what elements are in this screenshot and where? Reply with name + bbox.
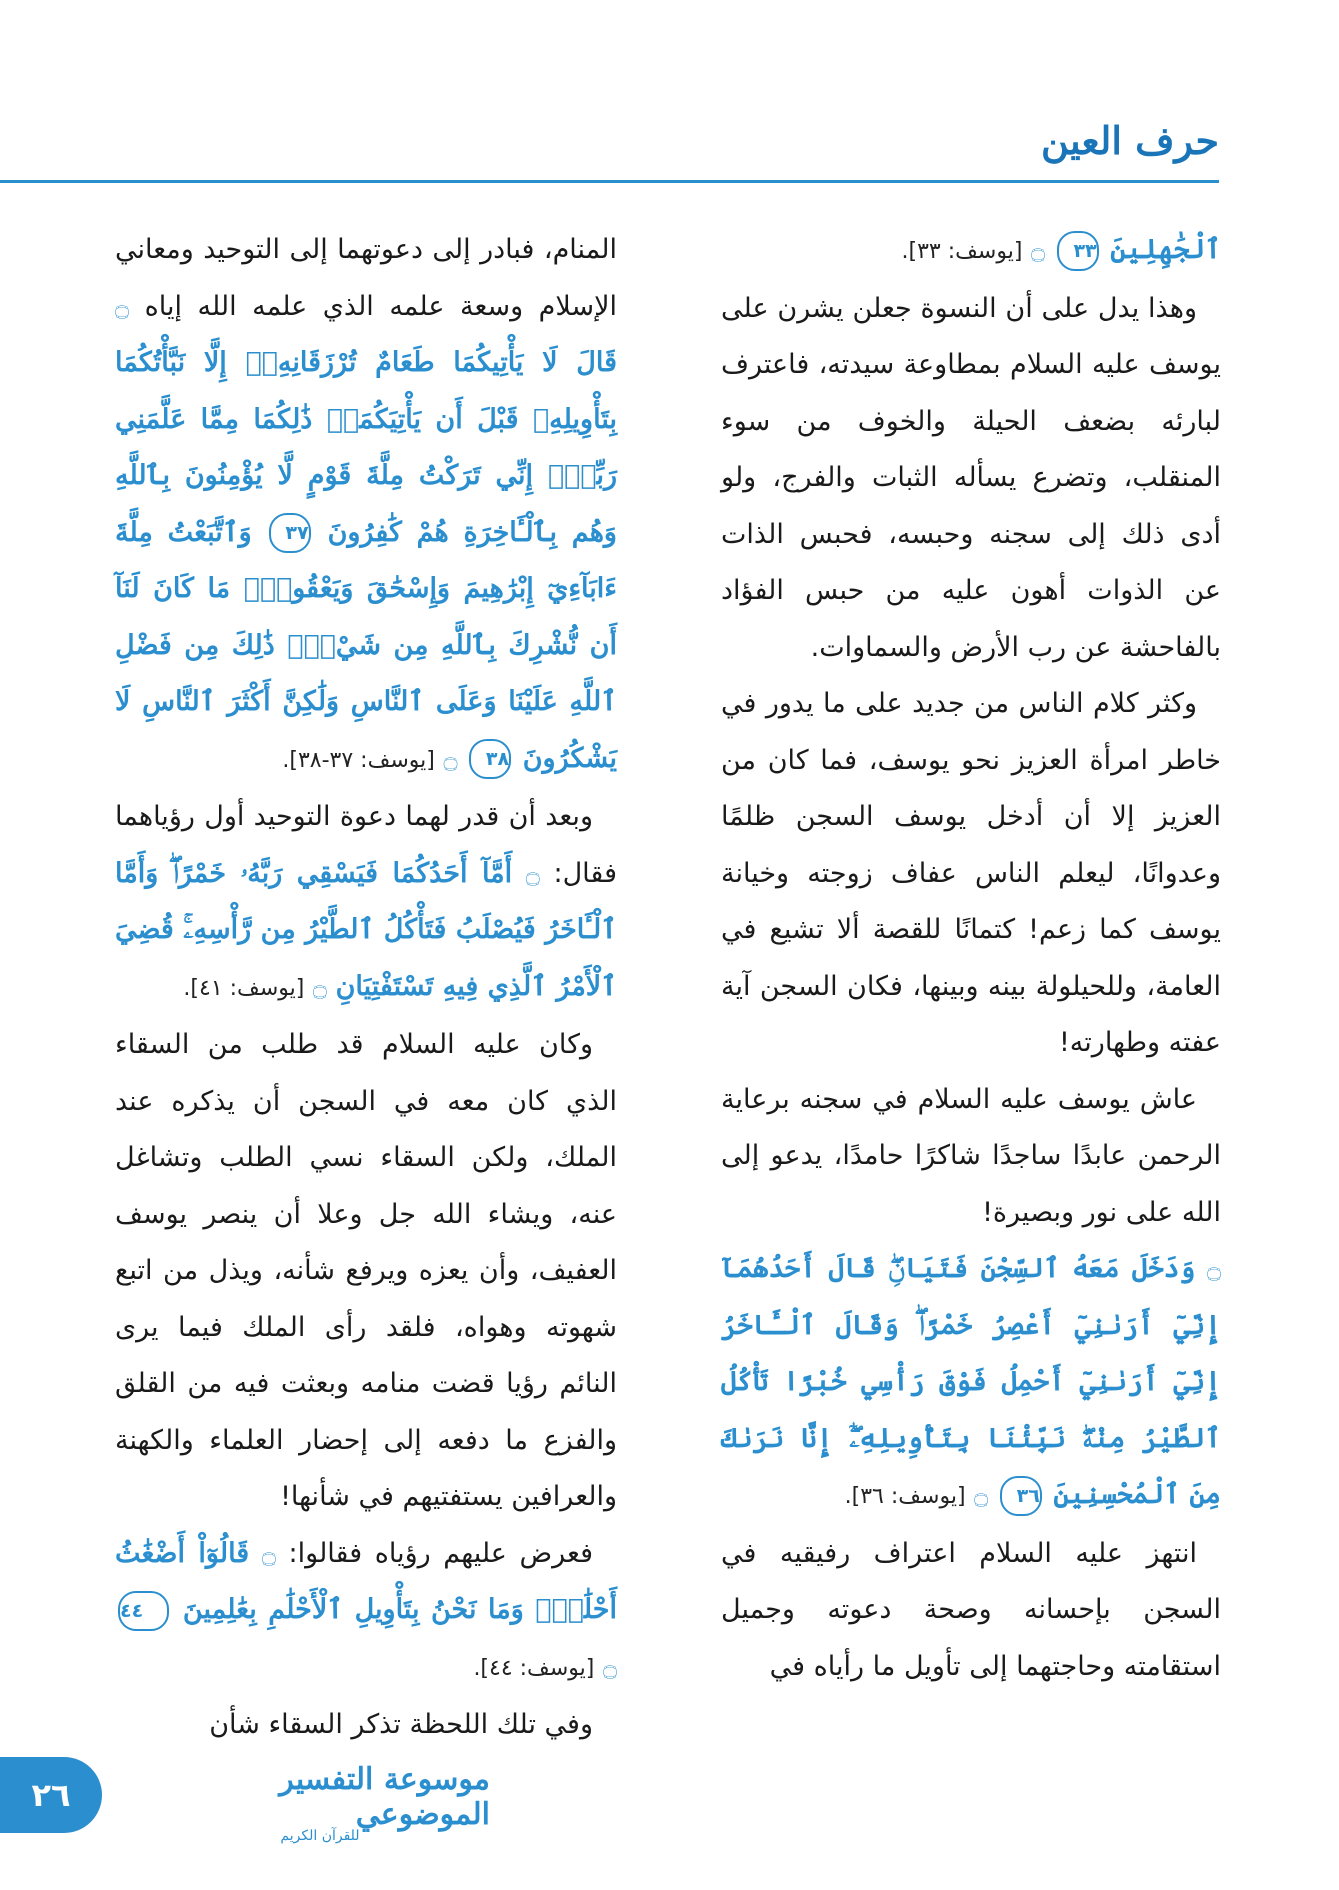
ayah-number-badge: ٣٦	[1000, 1476, 1042, 1516]
bracket-ornament-icon: ۝	[974, 1481, 989, 1509]
encyclopedia-logo	[150, 1761, 490, 1844]
body-text: المنام، فبادر إلى دعوتهما إلى التوحيد ومعاني الإسلام وسعة علمه الذي علمه الله إياه	[115, 234, 617, 322]
quran-quote: وَٱتَّبَعْتُ مِلَّةَ ءَابَآءِيٓ إِبْرَٰهِيمَ وَإِسْحَٰقَ وَيَعْقُوبَۚ مَا كَانَ لَنَآ أَن نُّشْرِكَ بِٱللَّهِ مِن شَيْءٍۚ ذَٰلِكَ مِن فَضْلِ ٱللَّهِ عَلَيْنَا وَعَلَى ٱلنَّاسِ وَلَٰكِنَّ أَكْثَرَ ٱلنَّاسِ لَا يَشْكُرُونَ	[115, 516, 617, 774]
bracket-ornament-icon: ۝	[312, 972, 327, 1001]
page-number-tab: ٢٦	[0, 1757, 102, 1833]
paragraph-0	[721, 222, 1221, 281]
surah-reference: [يوسف: ٤٤].	[473, 1655, 595, 1681]
bracket-ornament-icon: ۝	[1031, 236, 1046, 264]
body-text: فعرض عليهم رؤياه فقالوا:	[288, 1537, 593, 1569]
surah-reference: [يوسف: ٣٣].	[901, 239, 1023, 264]
ayah-number-badge: ٤٤	[118, 1591, 169, 1631]
paragraph-5: وفي تلك اللحظة تذكر السقاء شأن	[209, 1709, 593, 1740]
logo-subtitle: للقرآن الكريم	[280, 1827, 360, 1844]
ayah-number-badge: ٣٨	[469, 739, 511, 779]
bracket-ornament-icon: ۝	[115, 292, 130, 321]
paragraph-2	[115, 789, 617, 1017]
quran-quote: ٱلْجَٰهِلِينَ	[1110, 234, 1221, 265]
bracket-ornament-icon: ۝	[525, 859, 540, 888]
paragraph-3: وكان عليه السلام قد طلب من السقاء الذي كان معه في السجن أن يذكره عند الملك، ولكن السقاء نسي الطلب وتشاغل عنه، ويشاء الله جل وعلا أن ينصر يوسف العفيف، وأن يعزه ويرفع شأنه، ويذل من اتبع شهوته وهواه، فلقد رأى الملك فيما يرى النائم رؤيا قضت منامه وبعثت فيه من القلق والفزع ما دفعه إلى إحضار العلماء والكهنة والعرافين يستفتيهم في شأنها!	[115, 1029, 617, 1512]
quran-quote: قَالَ لَا يَأْتِيكُمَا طَعَامٌ تُرْزَقَانِهِۦٓ إِلَّا نَبَّأْتُكُمَا بِتَأْوِيلِهِۦ قَبْلَ أَن يَأْتِيَكُمَاۚ ذَٰلِكُمَا مِمَّا عَلَّمَنِي رَبِّيٓۚ إِنِّي تَرَكْتُ مِلَّةَ قَوْمٍ لَّا يُؤْمِنُونَ بِٱللَّهِ وَهُم بِٱلْـَٔاخِرَةِ هُمْ كَٰفِرُونَ	[115, 347, 617, 548]
surah-reference: [يوسف: ٣٦].	[844, 1484, 966, 1509]
paragraph-4	[115, 1526, 617, 1698]
paragraph-1: وهذا يدل على أن النسوة جعلن يشرن على يوسف عليه السلام بمطاوعة سيدته، فاعترف لبارئه بضعف الحيلة والخوف من سوء المنقلب، وتضرع يسأله الثبات والفرج، ولو أدى ذلك إلى سجنه وحبسه، فحبس الذات عن الذوات أهون عليه من حبس الفؤاد بالفاحشة عن رب الأرض والسماوات.	[721, 292, 1221, 663]
left-column	[115, 222, 617, 1754]
logo-title: موسوعة التفسير الموضوعي	[279, 1761, 490, 1832]
body-text: وبعد أن قدر لهما دعوة التوحيد أول رؤياهما فقال:	[115, 801, 617, 889]
paragraph-3: عاش يوسف عليه السلام في سجنه برعاية الرحمن عابدًا ساجدًا شاكرًا حامدًا، يدعو إلى الله على نور وبصيرة!	[721, 1083, 1221, 1228]
surah-reference: [يوسف: ٣٧-٣٨].	[282, 747, 435, 773]
bracket-ornament-icon: ۝	[602, 1652, 617, 1681]
bracket-ornament-icon: ۝	[443, 744, 458, 773]
header-divider	[0, 180, 1219, 183]
quran-quote: أَمَّآ أَحَدُكُمَا فَيَسْقِي رَبَّهُۥ خَمْرًاۖ وَأَمَّا ٱلْـَٔاخَرُ فَيُصْلَبُ فَتَأْكُلُ ٱلطَّيْرُ مِن رَّأْسِهِۦۚ قُضِيَ ٱلْأَمْرُ ٱلَّذِي فِيهِ تَسْتَفْتِيَانِ	[115, 857, 617, 1002]
right-column	[721, 222, 1221, 1695]
surah-reference: [يوسف: ٤١].	[183, 975, 305, 1001]
ayah-number-badge: ٣٧	[269, 513, 311, 553]
ayah-number-badge: ٣٣	[1057, 231, 1099, 271]
paragraph-1	[115, 222, 617, 789]
paragraph-5: انتهز عليه السلام اعتراف رفيقيه في السجن بإحسانه وصحة دعوته وجميل استقامته وحاجتهما إلى تأويل ما رأياه في	[721, 1537, 1221, 1682]
paragraph-2: وكثر كلام الناس من جديد على ما يدور في خاطر امرأة العزيز نحو يوسف، فما كان من العزيز إلا أن أدخل يوسف السجن ظلمًا وعدوانًا، ليعلم الناس عفاف زوجته وخيانة يوسف كما زعم! كتمانًا للقصة ألا تشيع في العامة، وللحيلولة بينه وبينها، فكان السجن آية عفته وطهارته!	[721, 688, 1221, 1058]
quran-quote: وَدَخَلَ مَعَهُ ٱلسِّجْنَ فَتَيَانِۖ قَالَ أَحَدُهُمَآ إِنِّيٓ أَرَىٰنِيٓ أَعْصِرُ خَمْرًاۖ وَقَالَ ٱلْـَٔاخَرُ إِنِّيٓ أَرَىٰنِيٓ أَحْمِلُ فَوْقَ رَأْسِي خُبْزًا تَأْكُلُ ٱلطَّيْرُ مِنْهُۖ نَبِّئْنَا بِتَأْوِيلِهِۦٓۖ إِنَّا نَرَىٰكَ مِنَ ٱلْمُحْسِنِينَ	[721, 1253, 1221, 1510]
quran-quote: قَالُوٓاْ أَضْغَٰثُ أَحْلَٰمٍۖ وَمَا نَحْنُ بِتَأْوِيلِ ٱلْأَحْلَٰمِ بِعَٰلِمِينَ	[115, 1537, 617, 1625]
bracket-ornament-icon: ۝	[1206, 1255, 1221, 1283]
page-header-title: حرف العين	[1041, 118, 1219, 163]
paragraph-4	[721, 1241, 1221, 1526]
bracket-ornament-icon: ۝	[261, 1539, 276, 1568]
